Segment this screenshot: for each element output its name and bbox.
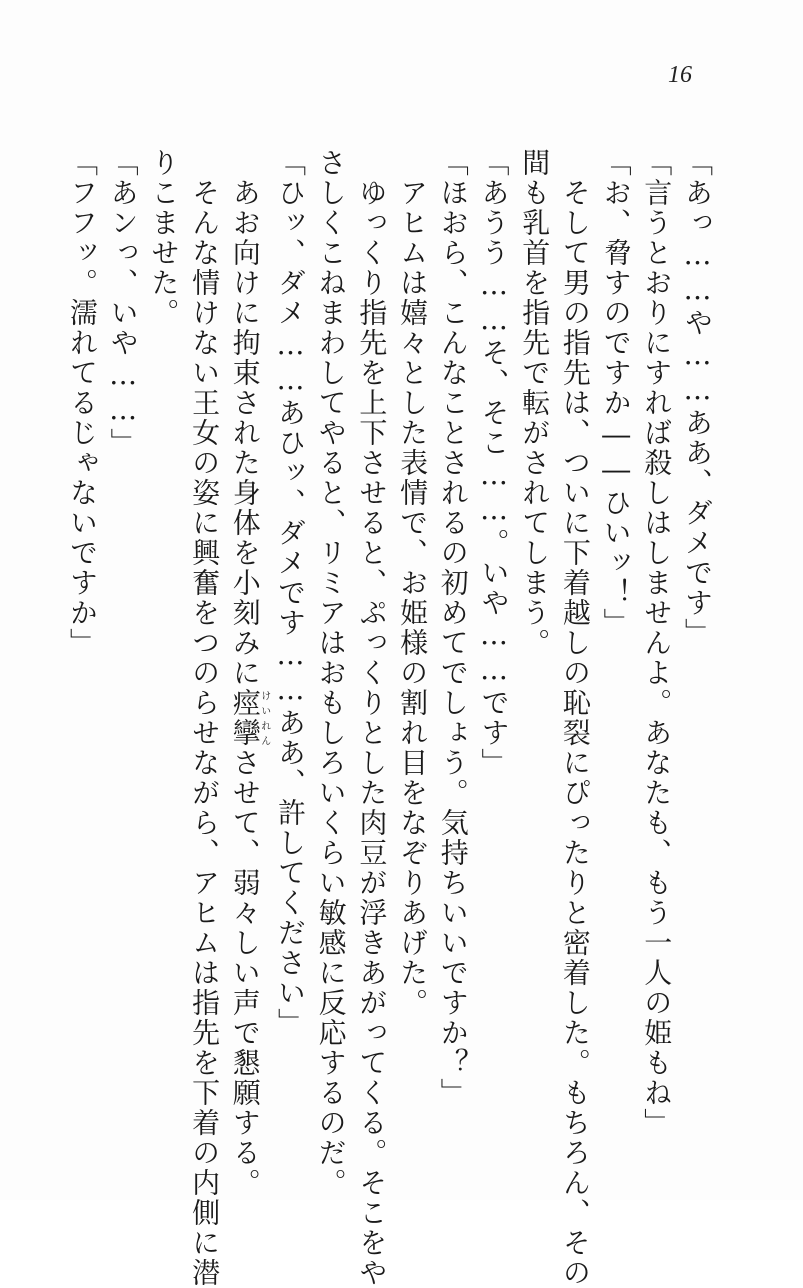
text-line: 「ほおら、こんなことされるの初めてでしょう。気持ちいいですか？」	[436, 148, 470, 1108]
text-line: 「フフッ。濡れてるじゃないですか」	[65, 148, 99, 658]
text-line: りこませた。	[147, 148, 181, 328]
text-line: 「あっ……や……ああ、ダメです」	[681, 148, 714, 648]
ruby-word	[228, 688, 270, 748]
text-line: アヒムは嬉々とした表情で、お姫様の割れ目をなぞりあげた。	[396, 148, 430, 1018]
text-line: 「お、脅すのですか――ひいッ！」	[599, 148, 633, 638]
text-line: そんな情けない王女の姿に興奮をつのらせながら、アヒムは指先を下着の内側に潜	[188, 148, 222, 1288]
text-line: さしくこねまわしてやると、リミアはおもしろいくらい敏感に反応するのだ。	[314, 148, 348, 1198]
page-number: 16	[668, 62, 692, 88]
text-line-with-ruby	[224, 148, 270, 1198]
ruby-reading: けいれん	[258, 688, 270, 748]
text-line: そして男の指先は、ついに下着越しの恥裂にぴったりと密着した。もちろん、その	[558, 148, 592, 1288]
text-line: 「あうう……そ、そこ……。いや……です」	[477, 148, 511, 778]
text-line: ゆっくり指先を上下させると、ぷっくりとした肉豆が浮きあがってくる。そこをや	[355, 148, 389, 1288]
vertical-text-body	[65, 148, 717, 1288]
text-line: 間も乳首を指先で転がされてしまう。	[518, 148, 552, 658]
text-segment: あお向けに拘束された身体を小刻みに	[228, 148, 262, 688]
text-line: 「あンっ、いや……」	[106, 148, 140, 458]
text-segment: させて、弱々しい声で懇願する。	[228, 748, 262, 1198]
text-line: 「ひッ、ダメ……あひッ、ダメです……ああ、許してください」	[273, 148, 307, 1038]
text-line: 「言うとおりにすれば殺しはしませんよ。あなたも、もう一人の姫もね」	[640, 148, 674, 1138]
ruby-base: 痙攣	[228, 688, 262, 748]
